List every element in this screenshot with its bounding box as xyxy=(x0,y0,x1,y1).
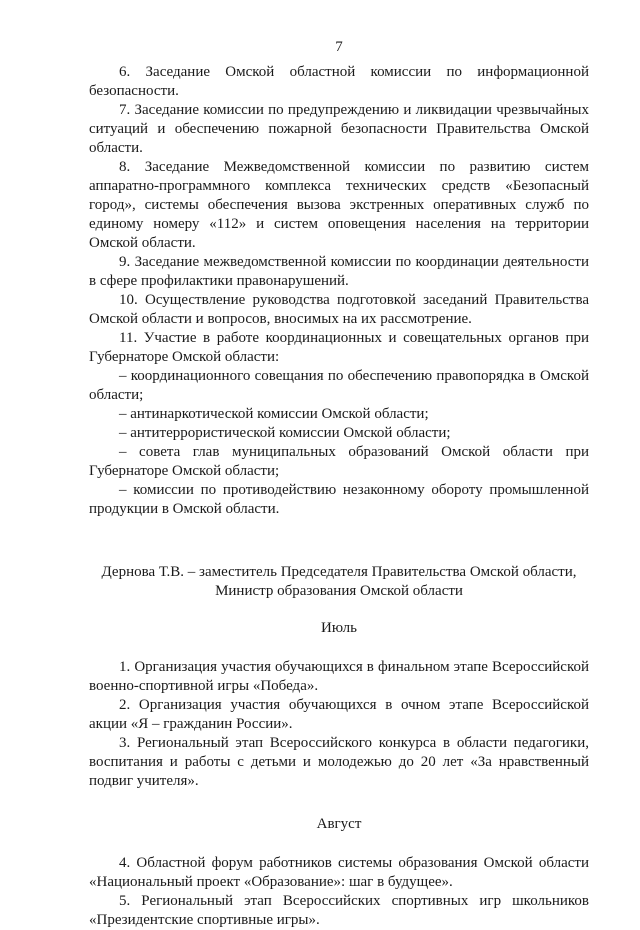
person-heading xyxy=(89,563,589,601)
list-item: 9. Заседание межведомственной комиссии по координации деятельности в сфере профилактики правонарушений. xyxy=(89,254,589,289)
list-item: 5. Региональный этап Всероссийских спортивных игр школьников «Президентские спортивные игры». xyxy=(89,893,589,928)
sub-list-item: – антитеррористической комиссии Омской области; xyxy=(119,425,451,441)
month-heading-august: Август xyxy=(316,816,362,832)
list-item: 10. Осуществление руководства подготовкой заседаний Правительства Омской области и вопросов, вносимых на их рассмотрение. xyxy=(89,292,589,327)
sub-list-item: – комиссии по противодействию незаконному обороту промышленной продукции в Омской области. xyxy=(89,482,589,517)
section-july xyxy=(89,658,589,791)
list-item: 3. Региональный этап Всероссийского конкурса в области педагогики, воспитания и работы с детьми и молодежью до 20 лет «За нравственный подвиг учителя». xyxy=(89,735,589,789)
section-commissions xyxy=(89,63,589,519)
list-item: 4. Областной форум работников системы образования Омской области «Национальный проект «Образование»: шаг в будущее». xyxy=(89,855,589,890)
sub-list-item: – совета глав муниципальных образований Омской области при Губернаторе Омской области; xyxy=(89,444,589,479)
sub-list-item: – антинаркотической комиссии Омской области; xyxy=(119,406,429,422)
list-item: 6. Заседание Омской областной комиссии по информационной безопасности. xyxy=(89,64,589,99)
sub-list-item: – координационного совещания по обеспечению правопорядка в Омской области; xyxy=(89,368,589,403)
list-item: 2. Организация участия обучающихся в очном этапе Всероссийской акции «Я – гражданин России». xyxy=(89,697,589,732)
person-heading-line: Министр образования Омской области xyxy=(215,583,463,599)
page-number: 7 xyxy=(335,39,343,55)
section-august xyxy=(89,854,589,930)
document-page xyxy=(89,38,589,930)
list-item: 11. Участие в работе координационных и совещательных органов при Губернаторе Омской области: xyxy=(89,330,589,365)
list-item: 8. Заседание Межведомственной комиссии по развитию систем аппаратно-программного комплекса технических средств «Безопасный город», системы обеспечения вызова экстренных оперативных служб по единому номеру «112» и систем оповещения населения на территории Омской области. xyxy=(89,159,589,251)
list-item: 1. Организация участия обучающихся в финальном этапе Всероссийской военно-спортивной игры «Победа». xyxy=(89,659,589,694)
month-heading-july: Июль xyxy=(321,620,357,636)
person-heading-line: Дернова Т.В. – заместитель Председателя Правительства Омской области, xyxy=(101,564,577,580)
list-item: 7. Заседание комиссии по предупреждению и ликвидации чрезвычайных ситуаций и обеспечению пожарной безопасности Правительства Омской области. xyxy=(89,102,589,156)
